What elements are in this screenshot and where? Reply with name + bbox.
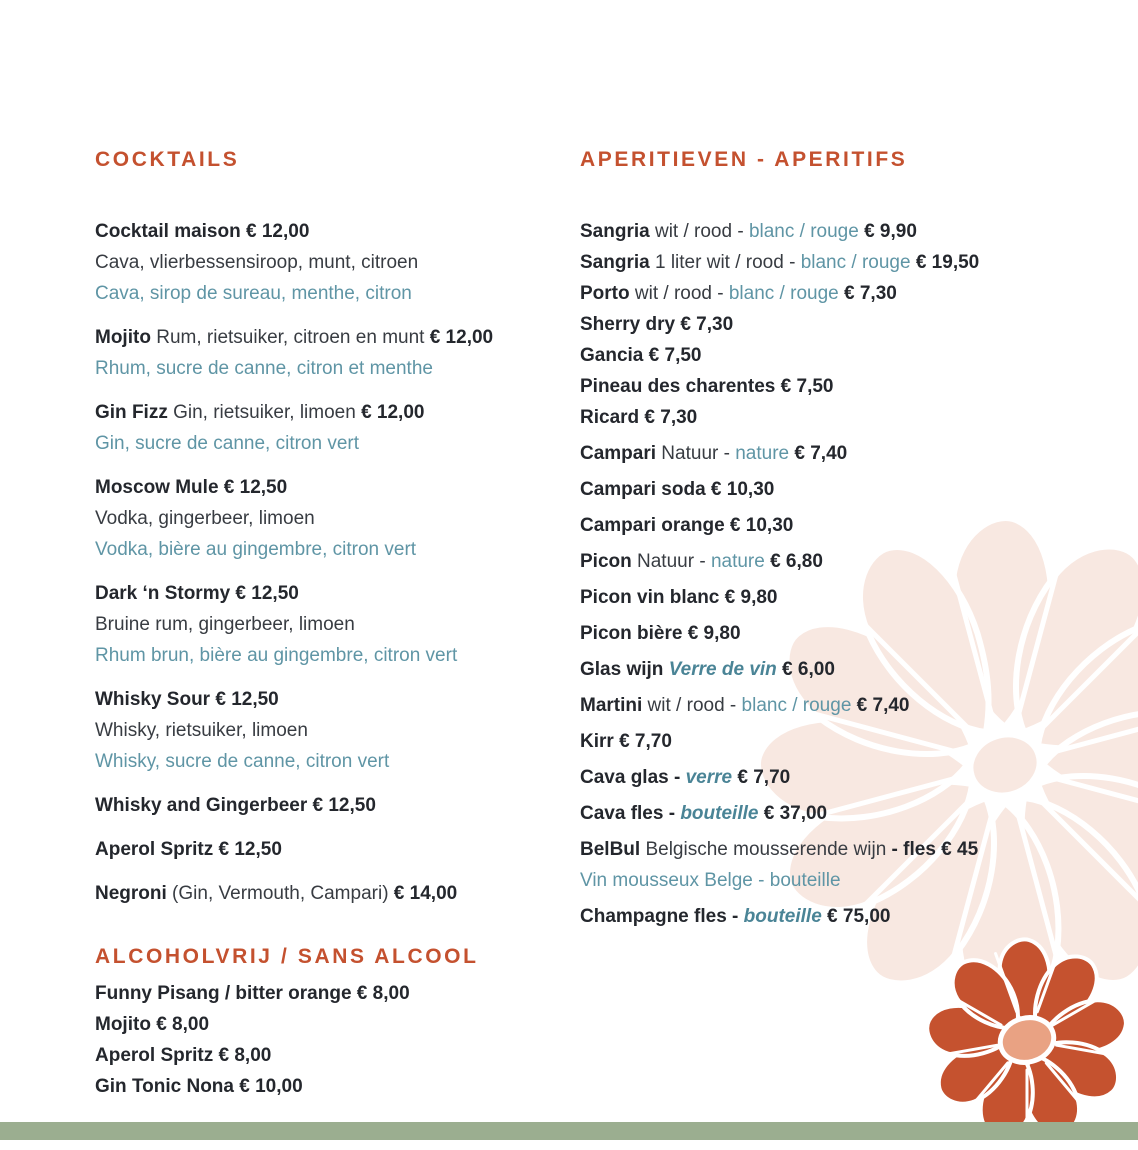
item-name-text: Martini (580, 695, 643, 716)
menu-item-line (580, 402, 1138, 433)
menu-item-line (95, 1071, 573, 1102)
item-name-text: Picon (580, 551, 632, 572)
menu-item (95, 216, 573, 309)
description-text: Natuur - (631, 551, 711, 572)
menu-item-line (580, 901, 1138, 932)
section-header: ALCOHOLVRIJ / SANS ALCOOL (95, 945, 479, 968)
item-name-text: Cava glas - (580, 767, 686, 788)
price-text: € 75,00 (821, 906, 891, 927)
item-name-text: Porto (580, 283, 630, 304)
menu-item-line (95, 834, 573, 865)
item-name-text: Gancia (580, 345, 644, 366)
item-name-text: BelBul (580, 839, 641, 860)
french-text: nature (710, 551, 765, 572)
item-name-text: Glas wijn (580, 659, 669, 680)
menu-item (95, 397, 573, 459)
description-text: Belgische mousserende wijn (640, 839, 892, 860)
price-text: € 10,30 (705, 479, 775, 500)
price-text: € 12,50 (210, 689, 279, 710)
item-name-text: Sangria (580, 221, 650, 242)
menu-item-line (580, 438, 1138, 469)
item-name-text: Picon bière (580, 623, 683, 644)
item-name-text: Campari orange (580, 515, 725, 536)
menu-item-line (95, 746, 573, 777)
french-text: nature (735, 443, 790, 464)
item-name-text: Negroni (95, 883, 167, 904)
item-name-text: Ricard (580, 407, 640, 428)
description-text: Vodka, gingerbeer, limoen (95, 508, 315, 529)
footer-green-bar (0, 1122, 1138, 1140)
price-text: € 12,00 (424, 327, 494, 348)
menu-item-line (580, 474, 1138, 505)
price-text: € 6,80 (764, 551, 823, 572)
price-text: € 19,50 (910, 252, 980, 273)
price-text: € 7,40 (851, 695, 910, 716)
price-text: € 12,50 (230, 583, 299, 604)
menu-item-line (580, 798, 1138, 829)
price-text: € 9,80 (682, 623, 741, 644)
menu-item-line (580, 762, 1138, 793)
french-text: Rhum brun, bière au gingembre, citron vert (95, 645, 458, 666)
menu-item (580, 798, 1138, 829)
price-text: € 8,00 (213, 1045, 272, 1066)
item-name-text: Cocktail maison (95, 221, 241, 242)
menu-item-line (580, 371, 1138, 402)
price-text: € 12,50 (307, 795, 376, 816)
menu-item (580, 546, 1138, 577)
french-text: Verre de vin (668, 659, 777, 680)
menu-item (95, 684, 573, 777)
price-text: € 12,00 (240, 221, 310, 242)
french-text: bouteille (680, 803, 759, 824)
item-name-text: Mojito (95, 1014, 151, 1035)
french-text: Whisky, sucre de canne, citron vert (95, 751, 390, 772)
item-name-text: Gin Tonic Nona (95, 1076, 234, 1097)
description-text: Natuur - (656, 443, 736, 464)
item-name-text: Sangria (580, 252, 650, 273)
section-header: COCKTAILS (95, 148, 240, 171)
menu-item-line (580, 654, 1138, 685)
menu-item-line (95, 278, 573, 309)
menu-item-line (580, 726, 1138, 757)
menu-item (95, 878, 573, 909)
price-text: € 7,50 (643, 345, 702, 366)
french-text: Gin, sucre de canne, citron vert (95, 433, 360, 454)
menu-item (580, 654, 1138, 685)
french-text: blanc / rouge (741, 695, 852, 716)
french-text: Rhum, sucre de canne, citron et menthe (95, 358, 433, 379)
item-name-text: Sherry dry (580, 314, 676, 335)
menu-item-line (580, 340, 1138, 371)
price-text: € 7,50 (775, 376, 834, 397)
price-text: € 6,00 (776, 659, 835, 680)
description-text: wit / rood - (649, 221, 749, 242)
french-text: blanc / rouge (800, 252, 911, 273)
orange-flower-icon (917, 930, 1137, 1150)
menu-item (580, 726, 1138, 757)
price-text: € 12,50 (213, 839, 282, 860)
item-name-text: Whisky and Gingerbeer (95, 795, 308, 816)
price-text: € 12,50 (218, 477, 288, 498)
description-text: Whisky, rietsuiker, limoen (95, 720, 308, 741)
description-text: wit / rood - (642, 695, 742, 716)
price-text: € 8,00 (150, 1014, 210, 1035)
item-name-text: - fles (891, 839, 936, 860)
menu-item-line (580, 247, 1138, 278)
menu-item-line (95, 428, 573, 459)
price-text: € 10,30 (724, 515, 794, 536)
menu-item-line (95, 247, 573, 278)
price-text: € 7,70 (732, 767, 791, 788)
menu-item-line (95, 353, 573, 384)
menu-item-line (95, 978, 573, 1009)
item-name-text: Whisky Sour (95, 689, 211, 710)
aperitifs-column (580, 148, 1138, 932)
menu-item-line (95, 322, 573, 353)
price-text: € 7,30 (675, 314, 734, 335)
price-text: € 7,30 (838, 283, 897, 304)
item-name-text: Aperol Spritz (95, 839, 214, 860)
menu-item (95, 322, 573, 384)
menu-item-line (580, 582, 1138, 613)
menu-item-line (95, 1009, 573, 1040)
menu-item-line (580, 278, 1138, 309)
price-text: € 45 (935, 839, 979, 860)
item-name-text: Kirr (580, 731, 614, 752)
menu-item-line (95, 503, 573, 534)
french-text: Cava, sirop de sureau, menthe, citron (95, 283, 412, 304)
menu-item (580, 690, 1138, 721)
menu-item (95, 790, 573, 821)
description-text: Cava, vlierbessensiroop, munt, citroen (95, 252, 419, 273)
menu-item-line (95, 609, 573, 640)
french-text: Vin mousseux Belge - bouteille (580, 870, 841, 891)
french-text: verre (685, 767, 733, 788)
description-text: 1 liter wit / rood - (649, 252, 801, 273)
menu-item-line (95, 397, 573, 428)
item-name-text: Pineau des charentes (580, 376, 776, 397)
item-name-text: Aperol Spritz (95, 1045, 214, 1066)
menu-item-line (580, 618, 1138, 649)
price-text: € 7,70 (613, 731, 672, 752)
menu-item-line (95, 684, 573, 715)
item-name-text: Champagne fles - (580, 906, 744, 927)
menu-item-line (95, 640, 573, 671)
item-name-text: Cava fles - (580, 803, 681, 824)
menu-item-line (95, 878, 573, 909)
menu-item-line (580, 216, 1138, 247)
menu-item-line (95, 534, 573, 565)
price-text: € 8,00 (351, 983, 410, 1004)
menu-section (580, 148, 1138, 932)
menu-item-line (95, 1040, 573, 1071)
item-name-text: Mojito (95, 327, 151, 348)
menu-item-line (95, 578, 573, 609)
price-text: € 10,00 (233, 1076, 303, 1097)
menu-item (580, 510, 1138, 541)
french-text: bouteille (743, 906, 822, 927)
item-name-text: Funny Pisang / bitter orange (95, 983, 352, 1004)
menu-item-line (95, 790, 573, 821)
menu-item-line (580, 546, 1138, 577)
menu-item (580, 834, 1138, 896)
menu-item-line (580, 834, 1138, 865)
menu-item (580, 582, 1138, 613)
menu-section (95, 945, 573, 1102)
menu-section (95, 148, 573, 909)
menu-item-line (95, 472, 573, 503)
price-text: € 12,00 (355, 402, 425, 423)
menu-item-line (580, 690, 1138, 721)
price-text: € 7,30 (639, 407, 698, 428)
french-text: blanc / rouge (748, 221, 859, 242)
menu-item-line (95, 216, 573, 247)
description-text: (Gin, Vermouth, Campari) (166, 883, 389, 904)
menu-item-line (580, 309, 1138, 340)
menu-item (580, 762, 1138, 793)
french-text: Vodka, bière au gingembre, citron vert (95, 539, 417, 560)
menu-item (95, 978, 573, 1102)
menu-item (580, 901, 1138, 932)
price-text: € 14,00 (388, 883, 458, 904)
description-text: Bruine rum, gingerbeer, limoen (95, 614, 355, 635)
menu-item-line (95, 715, 573, 746)
french-text: blanc / rouge (728, 283, 839, 304)
description-text: Gin, rietsuiker, limoen (167, 402, 356, 423)
menu-item (95, 578, 573, 671)
price-text: € 37,00 (758, 803, 828, 824)
item-name-text: Campari (580, 443, 657, 464)
menu-item (580, 216, 1138, 433)
price-text: € 9,80 (719, 587, 778, 608)
price-text: € 7,40 (789, 443, 848, 464)
description-text: Rum, rietsuiker, citroen en munt (150, 327, 425, 348)
menu-item (95, 472, 573, 565)
item-name-text: Campari soda (580, 479, 706, 500)
menu-item (580, 618, 1138, 649)
menu-item-line (580, 510, 1138, 541)
item-name-text: Gin Fizz (95, 402, 168, 423)
item-name-text: Picon vin blanc (580, 587, 720, 608)
menu-item (95, 834, 573, 865)
description-text: wit / rood - (629, 283, 729, 304)
item-name-text: Moscow Mule (95, 477, 219, 498)
menu-item-line (580, 865, 1138, 896)
menu-item (580, 474, 1138, 505)
price-text: € 9,90 (858, 221, 917, 242)
menu-item (580, 438, 1138, 469)
cocktails-column (95, 148, 573, 1102)
section-header: APERITIEVEN - APERITIFS (580, 148, 908, 171)
item-name-text: Dark ‘n Stormy (95, 583, 231, 604)
